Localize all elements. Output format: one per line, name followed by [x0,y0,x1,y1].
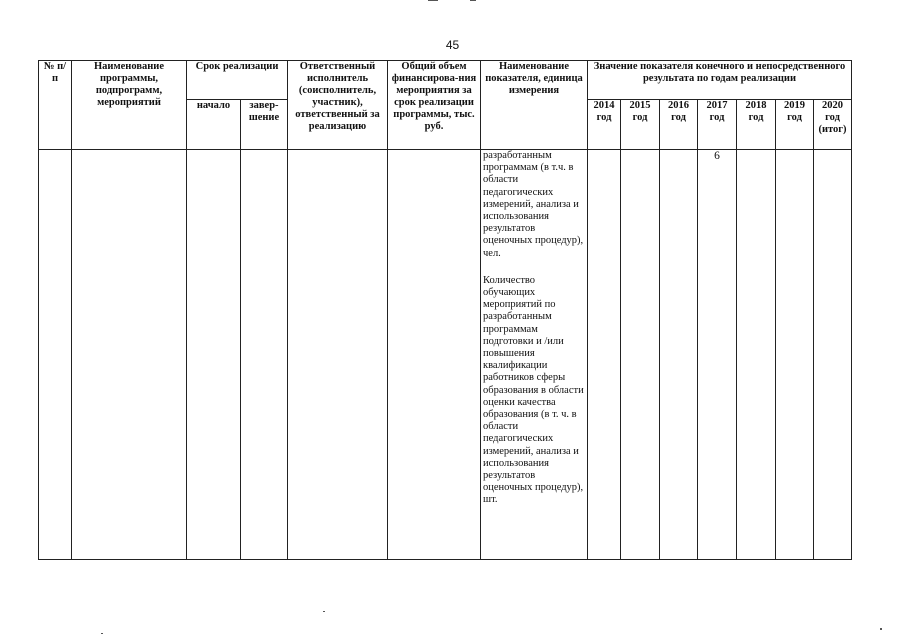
header-values-group: Значение показателя конечного и непосредственного результата по годам реализации [588,61,852,100]
header-indicator: Наименование показателя, единица измерения [481,61,588,150]
header-num: № п/п [39,61,72,150]
cell-value-2019 [776,150,814,560]
cell-program-name [72,150,187,560]
scan-mark [470,0,476,1]
cell-value-2018 [737,150,776,560]
cell-period-end [241,150,288,560]
scan-mark [101,633,103,634]
header-year: 2019 год [776,100,814,150]
scan-mark [428,0,438,1]
header-year: 2017 год [698,100,737,150]
cell-value-2016 [660,150,698,560]
cell-value-2014 [588,150,621,560]
header-year: 2014 год [588,100,621,150]
header-executor: Ответственный исполнитель (соисполнитель, участник), ответственный за реализацию [288,61,388,150]
page-number: 45 [445,38,460,52]
cell-indicator [481,150,588,560]
scan-mark [880,628,882,630]
indicator-text-2: Количество обучающих мероприятий по разработанным программам подготовки и /или повышения квалификации работников сферы образования в области оценки качества образования (в т. ч. в области педагогических измерений, анализа и использования результатов оценочных процедур), шт. [483,274,584,506]
cell-value-2017: 6 [698,150,737,560]
header-year: 2020 год (итог) [814,100,852,150]
cell-financing [388,150,481,560]
header-year: 2015 год [621,100,660,150]
cell-value-2020 [814,150,852,560]
scan-mark [323,611,325,612]
header-year: 2016 год [660,100,698,150]
header-financing: Общий объем финансирова-ния мероприятия за срок реализации программы, тыс. руб. [388,61,481,150]
cell-period-start [187,150,241,560]
header-period-start: начало [187,100,241,150]
indicator-text-1: разработанным программам (в т.ч. в области педагогических измерений, анализа и использования результатов оценочных процедур), чел. [483,150,584,259]
header-program-name: Наименование программы, подпрограмм, мероприятий [72,61,187,150]
indicator-table [38,60,852,560]
cell-num [39,150,72,560]
header-year: 2018 год [737,100,776,150]
cell-executor [288,150,388,560]
header-period: Срок реализации [187,61,288,100]
cell-value-2015 [621,150,660,560]
header-period-end: завер-шение [241,100,288,150]
